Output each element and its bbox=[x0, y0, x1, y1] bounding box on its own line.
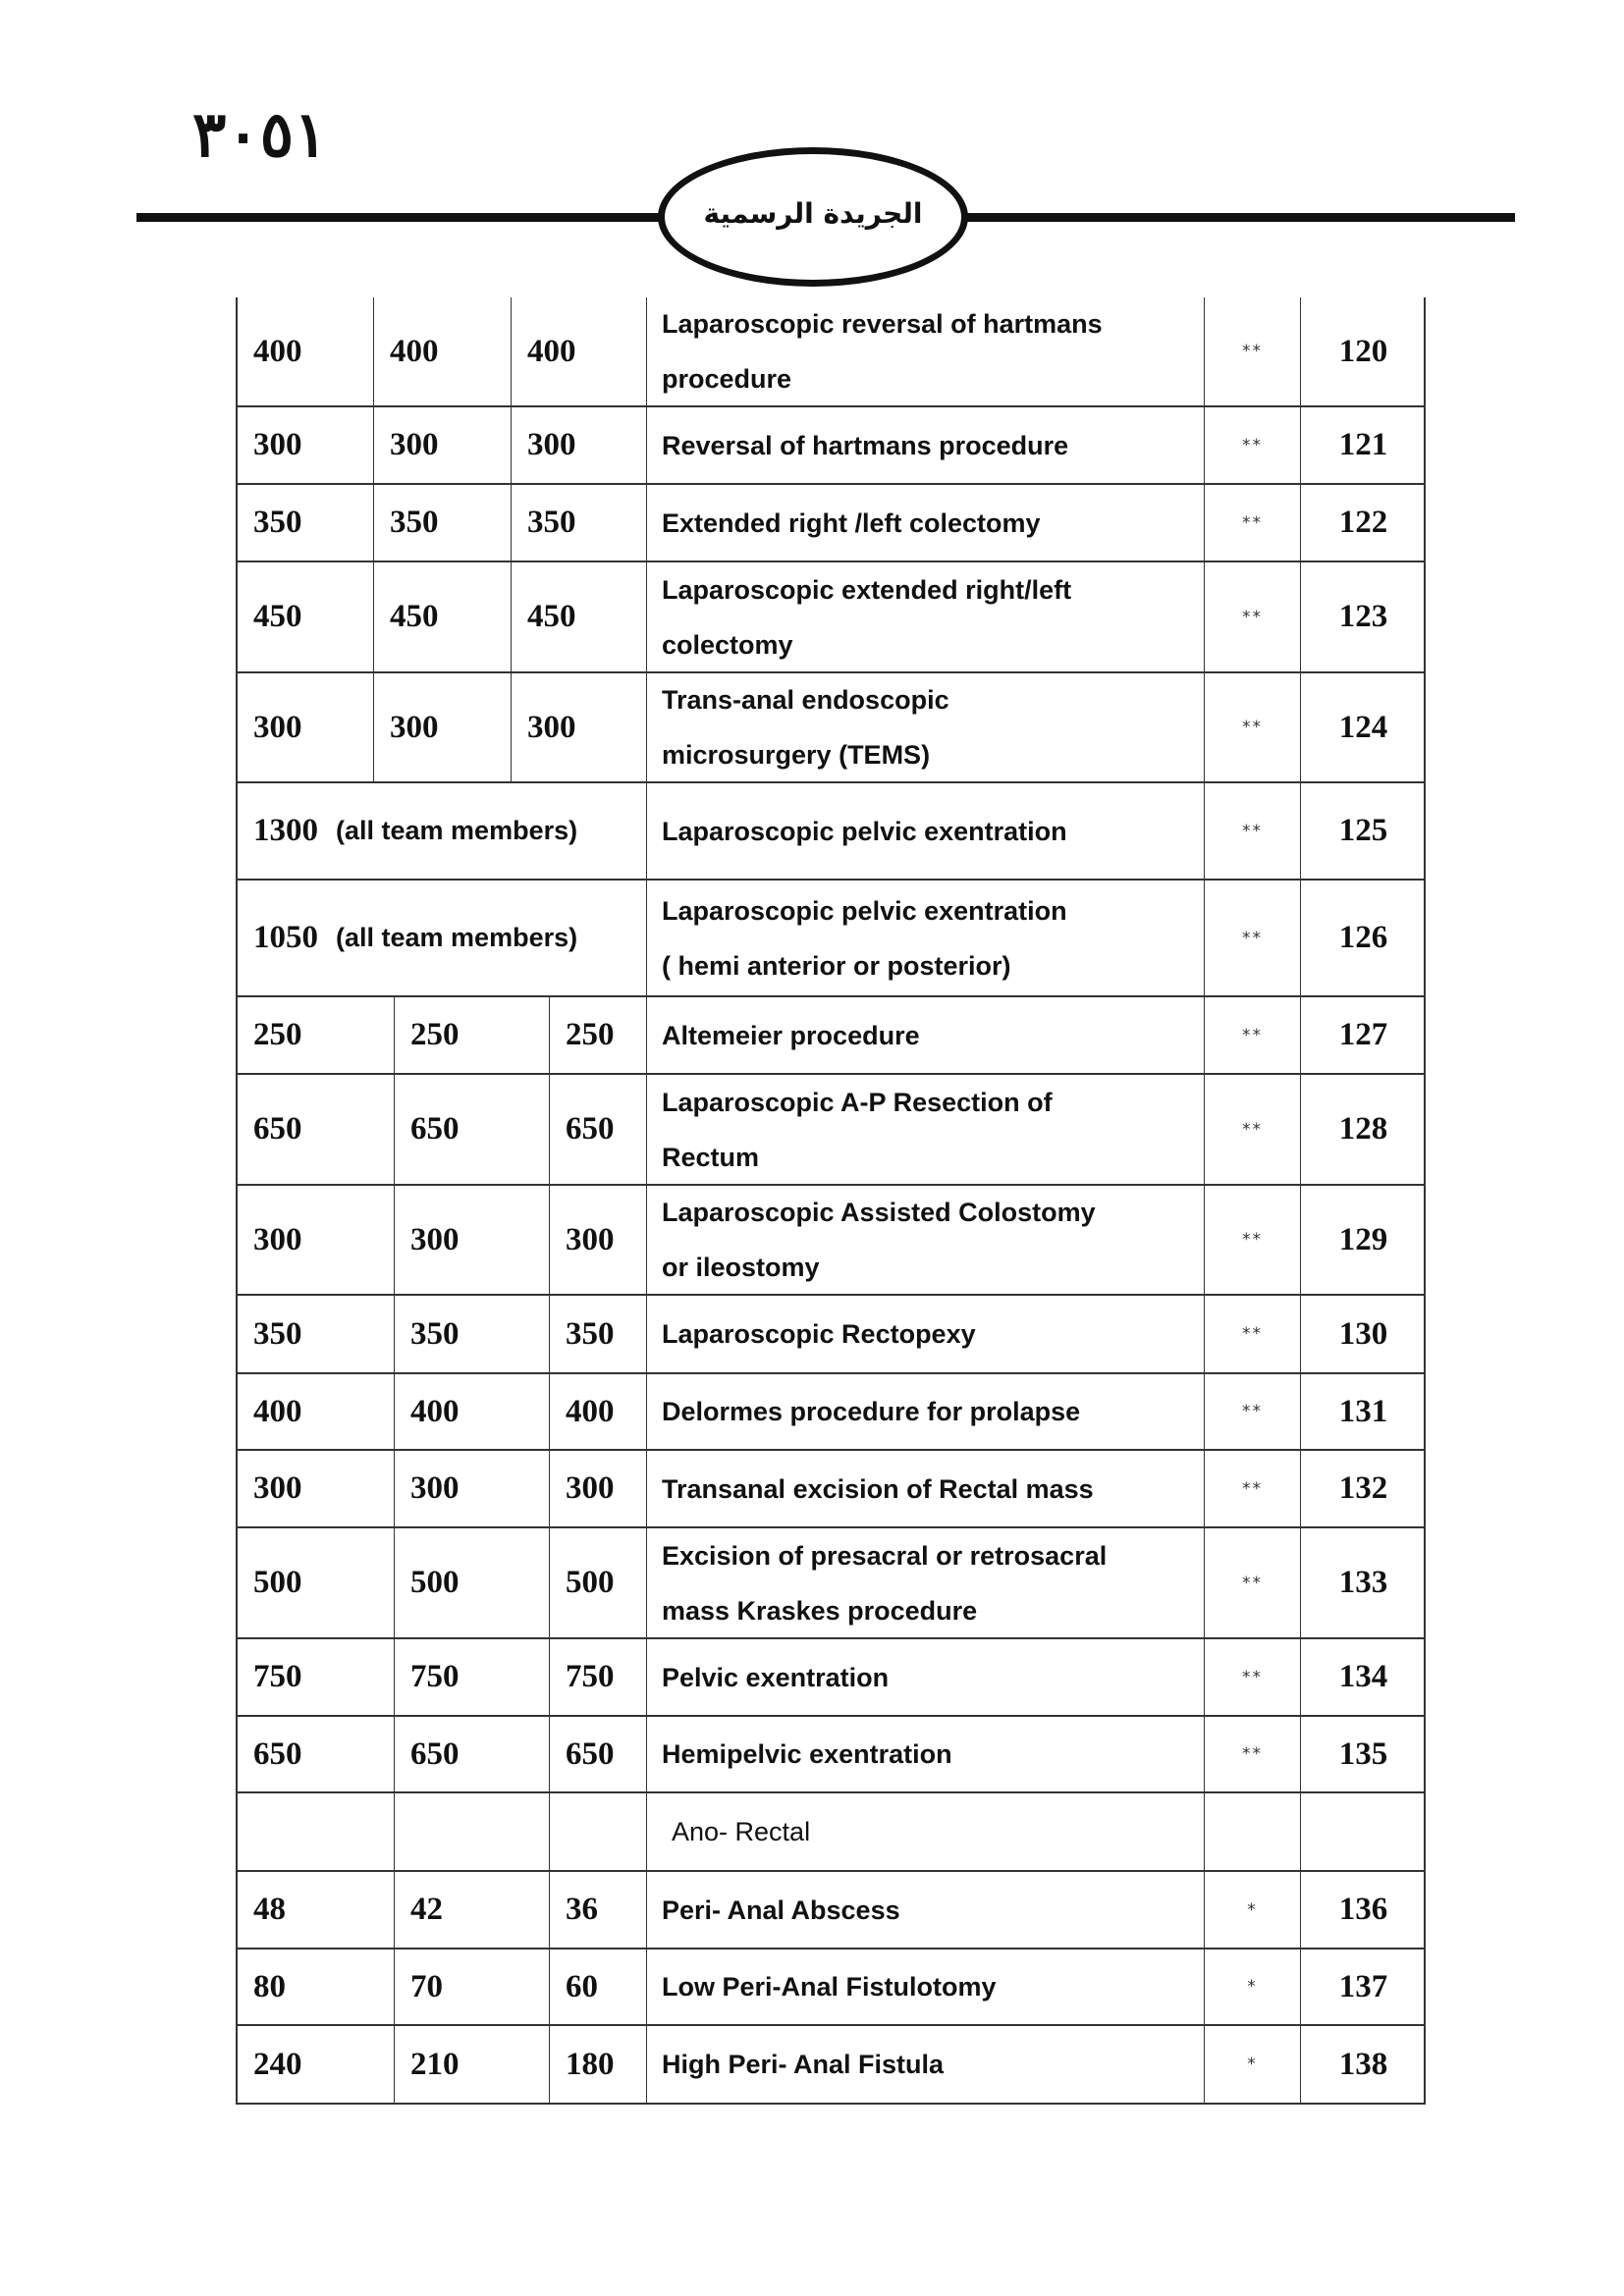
fee-cell-2: 300 bbox=[394, 1186, 549, 1294]
fee-cell-3: 180 bbox=[549, 2026, 646, 2103]
table-row bbox=[236, 1949, 1426, 2026]
header-rule-left bbox=[136, 213, 667, 222]
description-line: Pelvic exentration bbox=[662, 1662, 890, 1692]
description-line: Ano- Rectal bbox=[672, 1817, 811, 1846]
description-line: or ileostomy bbox=[662, 1253, 820, 1282]
fee-cell-1: 300 bbox=[253, 427, 302, 462]
procedure-description bbox=[646, 485, 1204, 561]
description-line: Laparoscopic reversal of hartmans bbox=[662, 309, 1103, 339]
description-line: Low Peri-Anal Fistulotomy bbox=[662, 1972, 997, 2002]
gazette-title: الجريدة الرسمية bbox=[703, 196, 923, 230]
fee-cell-1: 500 bbox=[253, 1565, 302, 1600]
description-line: High Peri- Anal Fistula bbox=[662, 2050, 945, 2079]
procedure-description bbox=[646, 562, 1204, 671]
page-number: ٣٠٥١ bbox=[192, 98, 328, 172]
team-fee-label: (all team members) bbox=[336, 816, 578, 845]
category-mark: ** bbox=[1204, 562, 1300, 671]
team-fee-cell bbox=[238, 881, 646, 995]
fee-cell-3: 250 bbox=[549, 997, 646, 1073]
table-row bbox=[236, 1793, 1426, 1872]
fee-cell-3: 300 bbox=[549, 1451, 646, 1526]
table-row bbox=[236, 1374, 1426, 1451]
description-line: Laparoscopic Rectopexy bbox=[662, 1319, 976, 1349]
table-row bbox=[236, 997, 1426, 1075]
item-number: 137 bbox=[1300, 1949, 1426, 2024]
category-mark: ** bbox=[1204, 1451, 1300, 1526]
procedure-description bbox=[646, 673, 1204, 781]
item-number: 132 bbox=[1300, 1451, 1426, 1526]
procedure-description bbox=[646, 297, 1204, 405]
table-row bbox=[236, 1639, 1426, 1717]
description-line: Altemeier procedure bbox=[662, 1020, 920, 1050]
procedure-description bbox=[646, 2026, 1204, 2103]
table-row bbox=[236, 1872, 1426, 1949]
fee-cell-2: 300 bbox=[373, 673, 511, 781]
fee-cell-1: 48 bbox=[253, 1892, 286, 1927]
fee-cell-3: 400 bbox=[511, 297, 646, 405]
category-mark: ** bbox=[1204, 1639, 1300, 1715]
fee-cell-3: 60 bbox=[549, 1949, 646, 2024]
procedure-description bbox=[646, 1528, 1204, 1637]
fee-cell-1: 300 bbox=[253, 1221, 302, 1257]
description-line: Extended right /left colectomy bbox=[662, 507, 1041, 538]
category-mark: ** bbox=[1204, 673, 1300, 781]
table-row bbox=[236, 1075, 1426, 1186]
table-row bbox=[236, 407, 1426, 485]
procedure-description bbox=[646, 1374, 1204, 1449]
item-number bbox=[1300, 1793, 1426, 1870]
fee-cell-3: 300 bbox=[511, 673, 646, 781]
description-line: microsurgery (TEMS) bbox=[662, 740, 931, 770]
fee-cell-3: 400 bbox=[549, 1374, 646, 1449]
item-number: 135 bbox=[1300, 1717, 1426, 1791]
description-line: ( hemi anterior or posterior) bbox=[662, 950, 1011, 981]
category-mark: ** bbox=[1204, 783, 1300, 879]
fee-cell-2 bbox=[394, 1793, 549, 1870]
fee-cell-1: 350 bbox=[253, 505, 302, 540]
table-row bbox=[236, 2026, 1426, 2105]
fee-cell-2: 250 bbox=[394, 997, 549, 1073]
description-line: Transanal excision of Rectal mass bbox=[662, 1473, 1094, 1504]
table-row bbox=[236, 673, 1426, 783]
procedure-description bbox=[646, 1296, 1204, 1372]
fee-cell-1: 80 bbox=[253, 1968, 286, 2004]
fee-cell-2: 210 bbox=[394, 2026, 549, 2103]
fee-cell-2: 650 bbox=[394, 1075, 549, 1184]
description-line: Laparoscopic pelvic exentration bbox=[662, 816, 1067, 846]
fee-cell-1: 650 bbox=[253, 1735, 302, 1772]
team-fee-value: 1050 bbox=[253, 920, 318, 955]
item-number: 126 bbox=[1300, 881, 1426, 995]
item-number: 129 bbox=[1300, 1186, 1426, 1294]
fee-cell-3: 450 bbox=[511, 562, 646, 671]
table-row bbox=[236, 297, 1426, 407]
description-line: colectomy bbox=[662, 629, 793, 660]
item-number: 131 bbox=[1300, 1374, 1426, 1449]
description-line: Trans-anal endoscopic bbox=[662, 685, 949, 715]
table-row bbox=[236, 783, 1426, 881]
item-number: 138 bbox=[1300, 2026, 1426, 2103]
table-row bbox=[236, 1186, 1426, 1296]
procedure-description bbox=[646, 407, 1204, 483]
fee-cell-3: 650 bbox=[549, 1717, 646, 1791]
procedure-description bbox=[646, 1186, 1204, 1294]
fee-cell-3: 500 bbox=[549, 1528, 646, 1637]
category-mark: * bbox=[1204, 1872, 1300, 1948]
category-mark bbox=[1204, 1793, 1300, 1870]
table-row bbox=[236, 1296, 1426, 1374]
item-number: 120 bbox=[1300, 297, 1426, 405]
category-mark: ** bbox=[1204, 997, 1300, 1073]
header-rule-right bbox=[967, 213, 1515, 222]
item-number: 127 bbox=[1300, 997, 1426, 1073]
fee-cell-2: 300 bbox=[373, 407, 511, 483]
item-number: 124 bbox=[1300, 673, 1426, 781]
category-mark: ** bbox=[1204, 1186, 1300, 1294]
team-fee-value: 1300 bbox=[253, 813, 318, 848]
category-mark: ** bbox=[1204, 485, 1300, 561]
table-row bbox=[236, 1451, 1426, 1528]
fee-cell-1: 450 bbox=[253, 599, 302, 634]
procedure-description bbox=[646, 1717, 1204, 1791]
category-mark: * bbox=[1204, 1949, 1300, 2024]
table-row bbox=[236, 1717, 1426, 1793]
description-line: Reversal of hartmans procedure bbox=[662, 430, 1069, 460]
category-mark: ** bbox=[1204, 1075, 1300, 1184]
item-number: 133 bbox=[1300, 1528, 1426, 1637]
description-line: Hemipelvic exentration bbox=[662, 1739, 952, 1769]
item-number: 136 bbox=[1300, 1872, 1426, 1948]
section-heading bbox=[646, 1793, 1204, 1870]
fee-cell-2: 400 bbox=[394, 1374, 549, 1449]
fee-cell-3: 300 bbox=[511, 407, 646, 483]
team-fee-label: (all team members) bbox=[336, 923, 578, 952]
fee-cell-2: 300 bbox=[394, 1451, 549, 1526]
table-row bbox=[236, 485, 1426, 562]
description-line: Excision of presacral or retrosacral bbox=[662, 1540, 1108, 1571]
table-row bbox=[236, 1528, 1426, 1639]
item-number: 121 bbox=[1300, 407, 1426, 483]
fee-cell-3: 350 bbox=[511, 485, 646, 561]
fee-cell-3: 650 bbox=[549, 1075, 646, 1184]
category-mark: ** bbox=[1204, 1374, 1300, 1449]
fee-cell-2: 350 bbox=[373, 485, 511, 561]
description-line: Delormes procedure for prolapse bbox=[662, 1397, 1081, 1426]
description-line: Rectum bbox=[662, 1142, 760, 1172]
procedure-description bbox=[646, 1451, 1204, 1526]
fee-cell-2: 750 bbox=[394, 1639, 549, 1715]
description-line: Peri- Anal Abscess bbox=[662, 1895, 900, 1925]
item-number: 130 bbox=[1300, 1296, 1426, 1372]
category-mark: ** bbox=[1204, 1296, 1300, 1372]
fee-cell-1: 240 bbox=[253, 2046, 302, 2082]
item-number: 123 bbox=[1300, 562, 1426, 671]
fee-cell-1: 300 bbox=[253, 709, 302, 745]
fee-cell-2: 42 bbox=[394, 1872, 549, 1948]
fee-cell-3: 350 bbox=[549, 1296, 646, 1372]
procedure-description bbox=[646, 997, 1204, 1073]
description-line: Laparoscopic Assisted Colostomy bbox=[662, 1198, 1096, 1227]
fee-cell-1: 300 bbox=[253, 1470, 302, 1506]
fee-cell-1: 650 bbox=[253, 1111, 302, 1147]
category-mark: * bbox=[1204, 2026, 1300, 2103]
category-mark: ** bbox=[1204, 1717, 1300, 1791]
fee-cell-2: 450 bbox=[373, 562, 511, 671]
fee-cell-1 bbox=[238, 1793, 394, 1870]
procedure-description bbox=[646, 783, 1204, 879]
procedure-description bbox=[646, 881, 1204, 995]
fee-cell-3 bbox=[549, 1793, 646, 1870]
fee-cell-2: 70 bbox=[394, 1949, 549, 2024]
category-mark: ** bbox=[1204, 1528, 1300, 1637]
fee-cell-1: 350 bbox=[253, 1315, 302, 1352]
procedure-description bbox=[646, 1872, 1204, 1948]
fee-cell-2: 350 bbox=[394, 1296, 549, 1372]
description-line: Laparoscopic pelvic exentration bbox=[662, 895, 1067, 926]
description-line: procedure bbox=[662, 364, 792, 394]
item-number: 125 bbox=[1300, 783, 1426, 879]
procedure-description bbox=[646, 1075, 1204, 1184]
description-line: Laparoscopic extended right/left bbox=[662, 574, 1072, 605]
fee-cell-3: 300 bbox=[549, 1186, 646, 1294]
fee-cell-1: 400 bbox=[253, 1393, 302, 1429]
item-number: 122 bbox=[1300, 485, 1426, 561]
table-row bbox=[236, 562, 1426, 673]
fee-cell-1: 250 bbox=[253, 1017, 302, 1052]
procedure-description bbox=[646, 1639, 1204, 1715]
fee-cell-3: 36 bbox=[549, 1872, 646, 1948]
table-row bbox=[236, 881, 1426, 997]
gazette-emblem bbox=[658, 147, 968, 287]
team-fee-cell bbox=[238, 783, 646, 879]
fee-cell-3: 750 bbox=[549, 1639, 646, 1715]
procedure-description bbox=[646, 1949, 1204, 2024]
fee-cell-2: 400 bbox=[373, 297, 511, 405]
fee-cell-2: 500 bbox=[394, 1528, 549, 1637]
fee-cell-1: 750 bbox=[253, 1659, 302, 1694]
item-number: 128 bbox=[1300, 1075, 1426, 1184]
category-mark: ** bbox=[1204, 407, 1300, 483]
category-mark: ** bbox=[1204, 297, 1300, 405]
description-line: Laparoscopic A-P Resection of bbox=[662, 1087, 1053, 1117]
fee-cell-1: 400 bbox=[253, 333, 302, 369]
category-mark: ** bbox=[1204, 881, 1300, 995]
item-number: 134 bbox=[1300, 1639, 1426, 1715]
fee-cell-2: 650 bbox=[394, 1717, 549, 1791]
description-line: mass Kraskes procedure bbox=[662, 1595, 978, 1626]
